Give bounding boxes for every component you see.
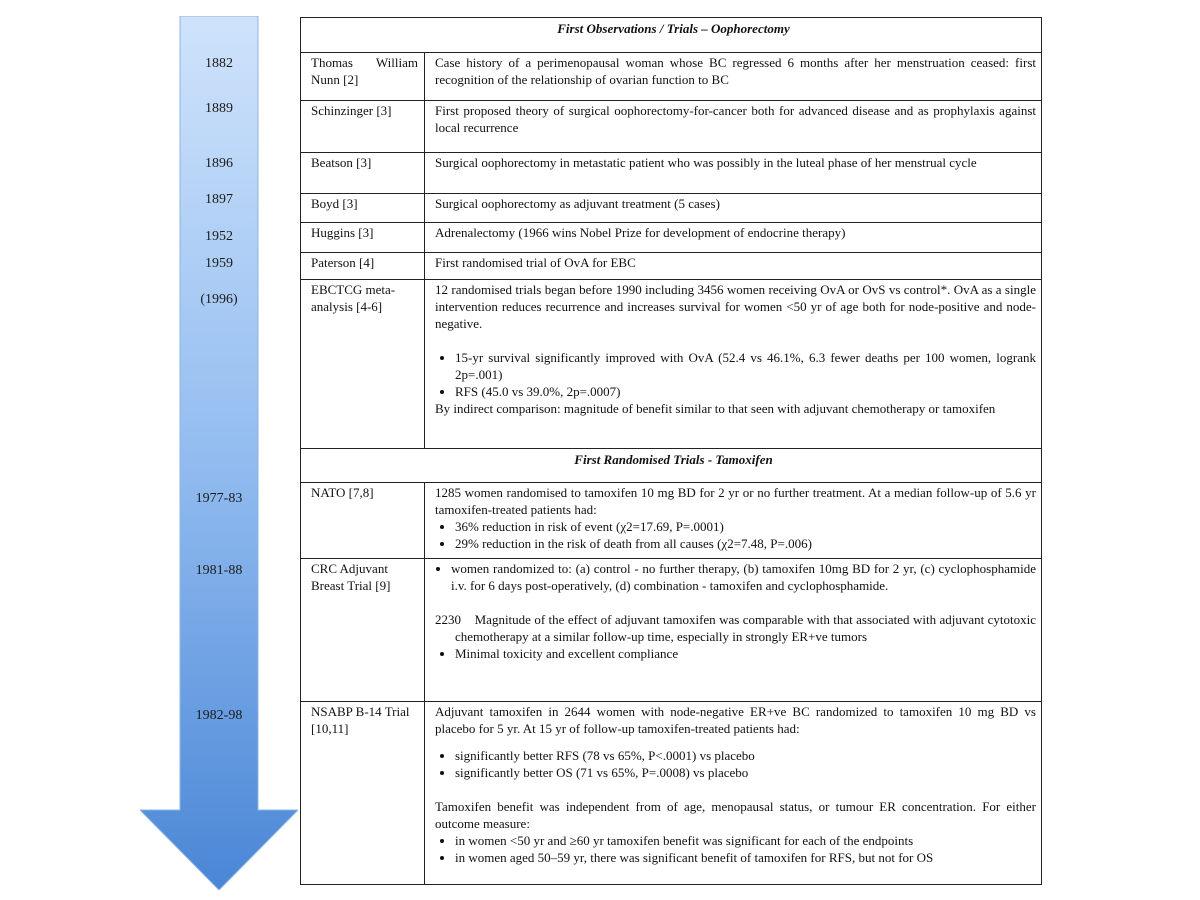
table-row: [301, 52, 1041, 100]
year-label: 1889: [205, 101, 233, 116]
year-label: 1959: [205, 256, 233, 271]
timeline-arrow: [140, 16, 298, 890]
result-list: [435, 560, 1036, 594]
table-row: [301, 100, 1041, 152]
result-list: [435, 747, 1036, 781]
study-description: First randomised trial of OvA for EBC: [435, 255, 636, 270]
year-label: 1882: [205, 56, 233, 71]
study-name: Paterson [4]: [301, 253, 425, 279]
list-item: • women randomized to: (a) control - no further therapy, (b) tamoxifen 10mg BD for 2 yr, (c) cyclophosphamide i.v. for 6 days post-operatively, (d) combination - tamoxifen and cyclophosphamide.: [451, 560, 1036, 594]
study-description: Case history of a perimenopausal woman whose BC regressed 6 months after her menstruation ceased: first recognition of the relationship of ovarian function to BC: [435, 55, 1036, 87]
study-description: Adrenalectomy (1966 wins Nobel Prize for development of endocrine therapy): [435, 225, 846, 240]
result-list: [435, 518, 1036, 552]
year-label: (1996): [200, 292, 238, 307]
study-name: Boyd [3]: [301, 194, 425, 222]
table-row: [301, 152, 1041, 193]
study-description: First proposed theory of surgical oophorectomy-for-cancer both for advanced disease and as prophylaxis against local recurrence: [435, 103, 1036, 135]
result-list: [435, 349, 1036, 400]
study-name: EBCTCG meta-analysis [4-6]: [301, 280, 425, 448]
list-item: • Minimal toxicity and excellent compliance: [455, 645, 1036, 662]
study-name: NSABP B-14 Trial [10,11]: [301, 702, 425, 884]
table-row: [301, 482, 1041, 558]
table-row: [301, 222, 1041, 252]
table-row: [301, 558, 1041, 701]
study-description: [425, 559, 1041, 701]
list-item: • 36% reduction in risk of event (χ2=17.69, P=.0001): [455, 518, 1036, 535]
section-header-oophorectomy: [301, 18, 1041, 52]
list-item: • significantly better RFS (78 vs 65%, P<.0001) vs placebo: [455, 747, 1036, 764]
section-title: First Randomised Trials - Tamoxifen: [574, 452, 773, 467]
list-item: • 29% reduction in the risk of death from all causes (χ2=7.48, P=.006): [455, 535, 1036, 552]
year-label: 1952: [205, 229, 233, 244]
year-label: 1897: [205, 192, 233, 207]
result-list: [435, 645, 1036, 662]
study-description: Adjuvant tamoxifen in 2644 women with node-negative ER+ve BC randomized to tamoxifen 10 mg BD vs placebo for 5 yr. At 15 yr of follow-up tamoxifen-treated patients had: • significantly better RFS (78 vs 65%, P<.0001) vs placebo • significantly better OS (71 vs 65%, P=.0008) vs placebo Tamoxifen benefit was independent from of age, menopausal status, or tumour ER concentration. For either outcome measure: • in women <50 yr and ≥60 yr tamoxifen benefit was significant for each of the endpoints • in women aged 50–59 yr, there was significant benefit of tamoxifen for RFS, but not for OS: [425, 702, 1041, 884]
study-description: 12 randomised trials began before 1990 including 3456 women receiving OvA or OvS vs control*. OvA as a single intervention reduces recurrence and increases survival for women <50 yr of age both for node-positive and node-negative. • 15-yr survival significantly improved with OvA (52.4 vs 46.1%, 6.3 fewer deaths per 100 women, logrank 2p=.001) • RFS (45.0 vs 39.0%, 2p=.0007) By indirect comparison: magnitude of benefit similar to that seen with adjuvant chemotherapy or tamoxifen: [425, 280, 1041, 448]
list-item: • in women <50 yr and ≥60 yr tamoxifen benefit was significant for each of the endpoints: [455, 832, 1036, 849]
year-label: 1896: [205, 156, 233, 171]
list-item: • 15-yr survival significantly improved with OvA (52.4 vs 46.1%, 6.3 fewer deaths per 100 women, logrank 2p=.001): [455, 349, 1036, 383]
year-label: 1981-88: [195, 563, 243, 578]
study-description: 1285 women randomised to tamoxifen 10 mg BD for 2 yr or no further treatment. At a median follow-up of 5.6 yr tamoxifen-treated patients had: • 36% reduction in risk of event (χ2=17.69, P=.0001) • 29% reduction in the risk of death from all causes (χ2=7.48, P=.006): [425, 483, 1041, 558]
year-label: 1982-98: [195, 708, 243, 723]
section-title: First Observations / Trials – Oophorectomy: [557, 21, 790, 36]
list-item: • in women aged 50–59 yr, there was significant benefit of tamoxifen for RFS, but not for OS: [455, 849, 1036, 866]
study-description: Surgical oophorectomy in metastatic patient who was possibly in the luteal phase of her menstrual cycle: [435, 155, 977, 170]
study-finding: 2230 Magnitude of the effect of adjuvant tamoxifen was comparable with that associated with adjuvant cytotoxic chemotherapy at a similar follow-up time, especially in strongly ER+ve tumors: [435, 612, 1037, 644]
study-conclusion: By indirect comparison: magnitude of benefit similar to that seen with adjuvant chemotherapy or tamoxifen: [435, 401, 996, 416]
table-row: [301, 252, 1041, 279]
study-name: Schinzinger [3]: [301, 101, 425, 152]
year-label: 1977-83: [195, 491, 243, 506]
study-name: NATO [7,8]: [301, 483, 425, 558]
study-name: Beatson [3]: [301, 153, 425, 193]
table-row: [301, 701, 1041, 884]
result-list: [435, 832, 1036, 866]
study-name: Huggins [3]: [301, 223, 425, 252]
study-name: CRC Adjuvant Breast Trial [9]: [301, 559, 425, 701]
table-row: [301, 279, 1041, 448]
table-row: [301, 193, 1041, 222]
history-table: [300, 17, 1042, 885]
list-item: • significantly better OS (71 vs 65%, P=.0008) vs placebo: [455, 764, 1036, 781]
study-name: Thomas William Nunn [2]: [301, 53, 425, 100]
section-header-tamoxifen: [301, 448, 1041, 482]
list-item: • RFS (45.0 vs 39.0%, 2p=.0007): [455, 383, 1036, 400]
study-description: Surgical oophorectomy as adjuvant treatment (5 cases): [435, 196, 720, 211]
